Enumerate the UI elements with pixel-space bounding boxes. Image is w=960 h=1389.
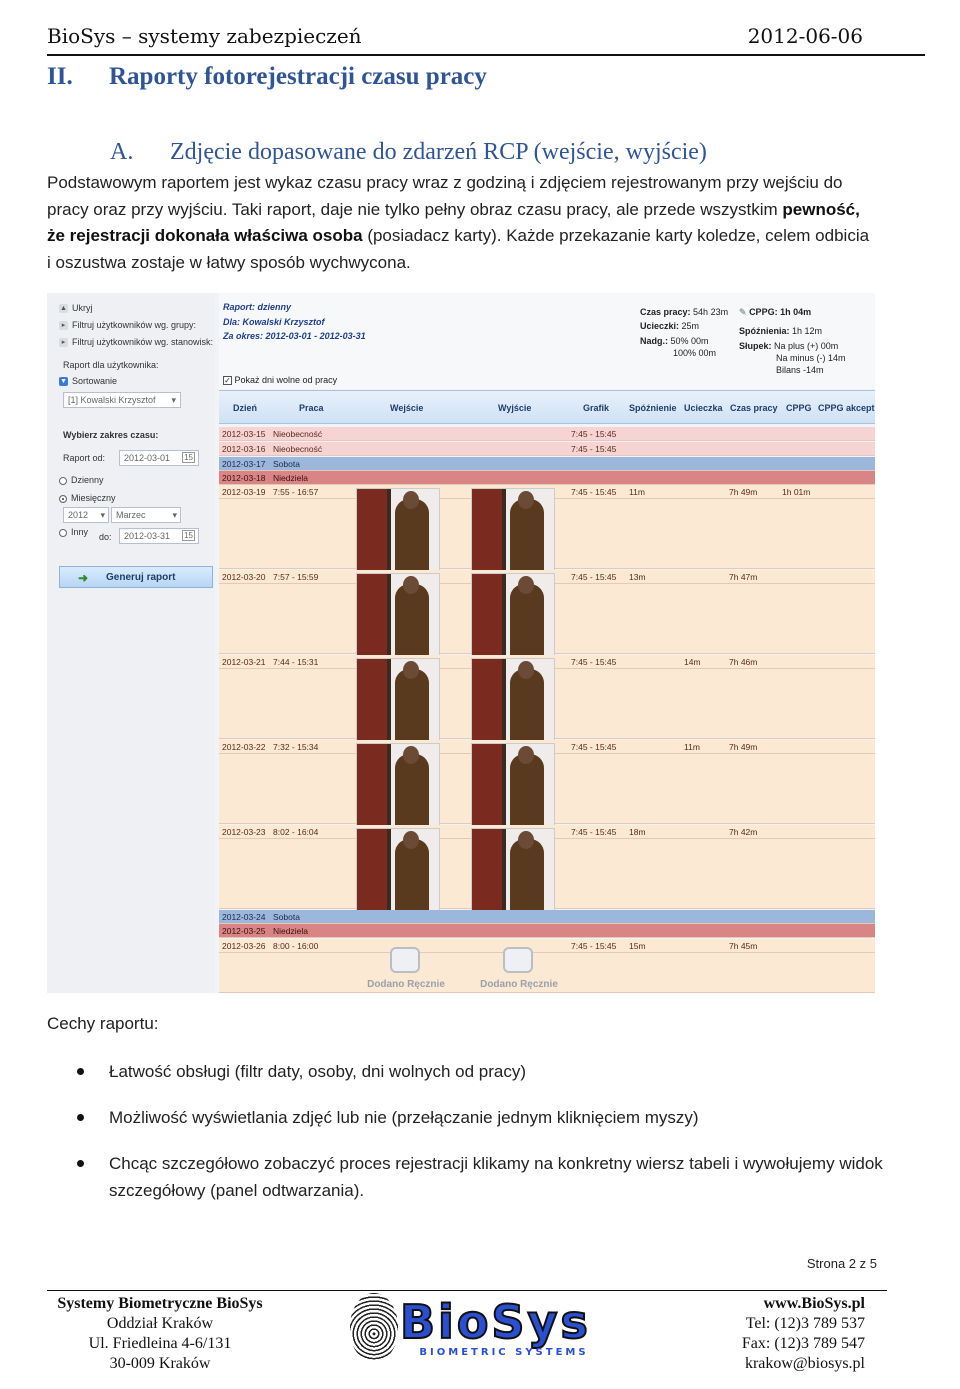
filter-sidebar xyxy=(47,293,215,993)
calendar-icon: 15 xyxy=(184,531,193,540)
entry-photo[interactable] xyxy=(356,658,440,741)
photo-row[interactable] xyxy=(219,754,875,824)
dropdown-arrow-icon: ▾ xyxy=(171,395,176,405)
photo-row[interactable] xyxy=(219,953,875,993)
col-day[interactable]: Dzień xyxy=(233,403,258,413)
show-free-days-checkbox[interactable]: ✓ Pokaż dni wolne od pracy xyxy=(224,375,338,386)
pin-icon: ✎ xyxy=(739,307,747,317)
website-link[interactable]: www.BioSys.pl xyxy=(763,1295,865,1312)
manual-entry-placeholder[interactable]: Dodano Ręcznie xyxy=(360,945,450,989)
chevron-right-icon: ▸ xyxy=(59,338,68,347)
table-row[interactable]: 2012-03-17 Sobota xyxy=(219,457,875,471)
bullet-icon xyxy=(77,1160,84,1167)
exit-photo[interactable] xyxy=(471,828,555,911)
col-worktime[interactable]: Czas pracy xyxy=(730,403,778,413)
report-period: 2012-03-01 - 2012-03-31 xyxy=(265,331,366,341)
total-work-time: 54h 23m xyxy=(693,307,729,317)
subsection-heading xyxy=(110,139,707,166)
biosys-logo: BioSys BIOMETRIC SYSTEMS xyxy=(350,1293,606,1365)
no-photo-icon xyxy=(390,947,420,973)
table-row[interactable]: 2012-03-20 7:57 - 15:59 7:45 - 15:45 13m 7h 47m xyxy=(219,570,875,584)
subsection-title: Zdjęcie dopasowane do zdarzeń RCP (wejście, wyjście) xyxy=(170,139,707,165)
table-row[interactable]: 2012-03-23 8:02 - 16:04 7:45 - 15:45 18m 7h 42m xyxy=(219,825,875,839)
month-select[interactable]: Marzec ▾ xyxy=(111,507,181,523)
photo-row[interactable] xyxy=(219,839,875,909)
entry-photo[interactable] xyxy=(356,828,440,911)
page-number: Strona 2 z 5 xyxy=(806,1256,877,1271)
manual-exit-placeholder[interactable]: Dodano Ręcznie xyxy=(473,945,563,989)
intro-text-2: (posiadacz karty). Każde przekazanie karty koledze, celem odbicia i oszustwa zostaje w łatwy sposób wychwycona. xyxy=(47,226,870,272)
exit-photo[interactable] xyxy=(471,743,555,826)
dropdown-arrow-icon: ▾ xyxy=(172,510,177,520)
bullet-icon xyxy=(77,1114,84,1121)
footer-address: Systemy Biometryczne BioSys Oddział Kraków Ul. Friedleina 4-6/131 30-009 Kraków xyxy=(57,1295,263,1372)
photo-row[interactable] xyxy=(219,584,875,654)
list-item: Chcąc szczegółowo zobaczyć proces rejestracji klikamy na konkretny wiersz tabeli i wywołujemy widok szczegółowy (panel odtwarzania). xyxy=(74,1150,894,1204)
header-date: 2012-06-06 xyxy=(747,24,863,48)
subsection-letter: A. xyxy=(110,139,134,165)
radio-icon xyxy=(59,477,67,485)
date-to-label: do: xyxy=(99,532,112,542)
table-row[interactable]: 2012-03-21 7:44 - 15:31 7:45 - 15:45 14m 7h 46m xyxy=(219,655,875,669)
checkbox-checked-icon: ✓ xyxy=(224,376,231,386)
col-entry[interactable]: Wejście xyxy=(390,403,424,413)
table-row[interactable]: 2012-03-15 Nieobecność 7:45 - 15:45 xyxy=(219,427,875,441)
table-row[interactable]: 2012-03-24 Sobota xyxy=(219,910,875,924)
intro-paragraph xyxy=(47,170,877,276)
report-type: dzienny xyxy=(257,302,292,312)
table-row[interactable]: 2012-03-16 Nieobecność 7:45 - 15:45 xyxy=(219,442,875,456)
no-photo-icon xyxy=(503,947,533,973)
user-select[interactable]: [1] Kowalski Krzysztof ▾ xyxy=(63,392,181,408)
intro-text-1: Podstawowym raportem jest wykaz czasu pracy wraz z godziną i zdjęciem rejestrowanym przy wejściu do pracy oraz przy wyjściu. Taki raport, daje nie tylko pełny obraz czasu pracy, ale przede wszystkim xyxy=(47,173,843,219)
table-row[interactable]: 2012-03-19 7:55 - 16:57 7:45 - 15:45 11m 7h 49m 1h 01m xyxy=(219,485,875,499)
sorting-toggle[interactable]: ▼ Sortowanie xyxy=(60,376,118,386)
section-number: II. xyxy=(47,63,73,90)
photo-row[interactable] xyxy=(219,669,875,739)
exit-photo[interactable] xyxy=(471,488,555,571)
report-for-user-label: Raport dla użytkownika: xyxy=(63,360,159,370)
hide-toggle[interactable]: ▲ Ukryj xyxy=(60,303,93,313)
features-list xyxy=(74,1058,894,1223)
section-title: Raporty fotorejestracji czasu pracy xyxy=(109,63,487,90)
arrow-right-icon: ➜ xyxy=(78,571,89,585)
col-cppg[interactable]: CPPG xyxy=(786,403,812,413)
generate-report-button[interactable]: ➜ Generuj raport xyxy=(59,566,213,588)
radio-daily[interactable]: Dzienny xyxy=(59,475,104,485)
page-header xyxy=(47,22,925,56)
filter-positions[interactable]: ▸ Filtruj użytkowników wg. stanowisk: xyxy=(59,337,213,347)
footer-contact: www.BioSys.pl Tel: (12)3 789 537 Fax: (12)3 789 547 krakow@biosys.pl xyxy=(685,1294,865,1374)
chevron-right-icon: ▸ xyxy=(59,321,68,330)
intro-text-bold: pewność, że rejestracji dokonała właściwa osoba xyxy=(47,199,860,245)
table-row[interactable]: 2012-03-26 8:00 - 16:00 7:45 - 15:45 15m 7h 45m xyxy=(219,939,875,953)
entry-photo[interactable] xyxy=(356,743,440,826)
radio-selected-icon xyxy=(59,495,67,503)
chevron-up-icon: ▲ xyxy=(60,305,67,313)
entry-photo[interactable] xyxy=(356,573,440,656)
exit-photo[interactable] xyxy=(471,658,555,741)
report-user: Kowalski Krzysztof xyxy=(242,317,325,327)
table-header xyxy=(219,390,875,424)
email-link[interactable]: krakow@biosys.pl xyxy=(744,1355,865,1372)
chevron-down-icon: ▼ xyxy=(60,378,67,386)
calendar-icon: 15 xyxy=(184,453,193,462)
range-label: Wybierz zakres czasu: xyxy=(63,430,159,440)
col-work[interactable]: Praca xyxy=(299,403,324,413)
radio-icon xyxy=(59,529,67,537)
list-item: Łatwość obsługi (filtr daty, osoby, dni wolnych od pracy) xyxy=(74,1058,894,1085)
report-from-label: Raport od: xyxy=(63,453,106,463)
header-title: BioSys – systemy zabezpieczeń xyxy=(47,24,362,48)
table-row[interactable]: 2012-03-22 7:32 - 15:34 7:45 - 15:45 11m 7h 49m xyxy=(219,740,875,754)
fingerprint-icon xyxy=(350,1293,398,1361)
section-heading xyxy=(47,63,487,91)
col-late[interactable]: Spóźnienie xyxy=(629,403,677,413)
exit-photo[interactable] xyxy=(471,573,555,656)
entry-photo[interactable] xyxy=(356,488,440,571)
list-item: Możliwość wyświetlania zdjęć lub nie (przełączanie jednym kliknięciem myszy) xyxy=(74,1104,894,1131)
report-screenshot xyxy=(47,293,875,993)
escapes-total: 25m xyxy=(681,321,700,331)
bullet-icon xyxy=(77,1068,84,1075)
col-cppg-accept[interactable]: CPPG akcept xyxy=(818,403,875,413)
filter-groups[interactable]: ▸ Filtruj użytkowników wg. grupy: xyxy=(59,320,196,330)
page-footer xyxy=(47,1290,887,1386)
radio-other[interactable]: Inny xyxy=(59,527,88,537)
features-heading: Cechy raportu: xyxy=(47,1014,159,1033)
photo-row[interactable] xyxy=(219,499,875,569)
table-row[interactable]: 2012-03-25 Niedziela xyxy=(219,924,875,938)
table-row[interactable]: 2012-03-18 Niedziela xyxy=(219,471,875,485)
dropdown-arrow-icon: ▾ xyxy=(100,510,105,520)
date-from-input[interactable]: 2012-03-01 15 xyxy=(119,450,199,466)
col-escape[interactable]: Ucieczka xyxy=(684,403,723,413)
col-schedule[interactable]: Grafik xyxy=(583,403,610,413)
radio-monthly[interactable]: Miesięczny xyxy=(59,493,116,503)
report-summary: Raport: dzienny Dla: Kowalski Krzysztof Za okres: 2012-03-01 - 2012-03-31 ✓ Pokaż dni wolne od pracy Czas pracy: 54h 23m Ucieczki: 25m Nadg.: 50% 00m 100% 00m ✎ CPPG: 1h 04m Spóźnienia: 1h 12m Słupek: Na plus (+) 00m Na minus (-) 14m Bilans -14m xyxy=(219,293,875,389)
year-select[interactable]: 2012 ▾ xyxy=(63,507,109,523)
date-to-input[interactable]: 2012-03-31 15 xyxy=(119,528,199,544)
col-exit[interactable]: Wyjście xyxy=(498,403,532,413)
